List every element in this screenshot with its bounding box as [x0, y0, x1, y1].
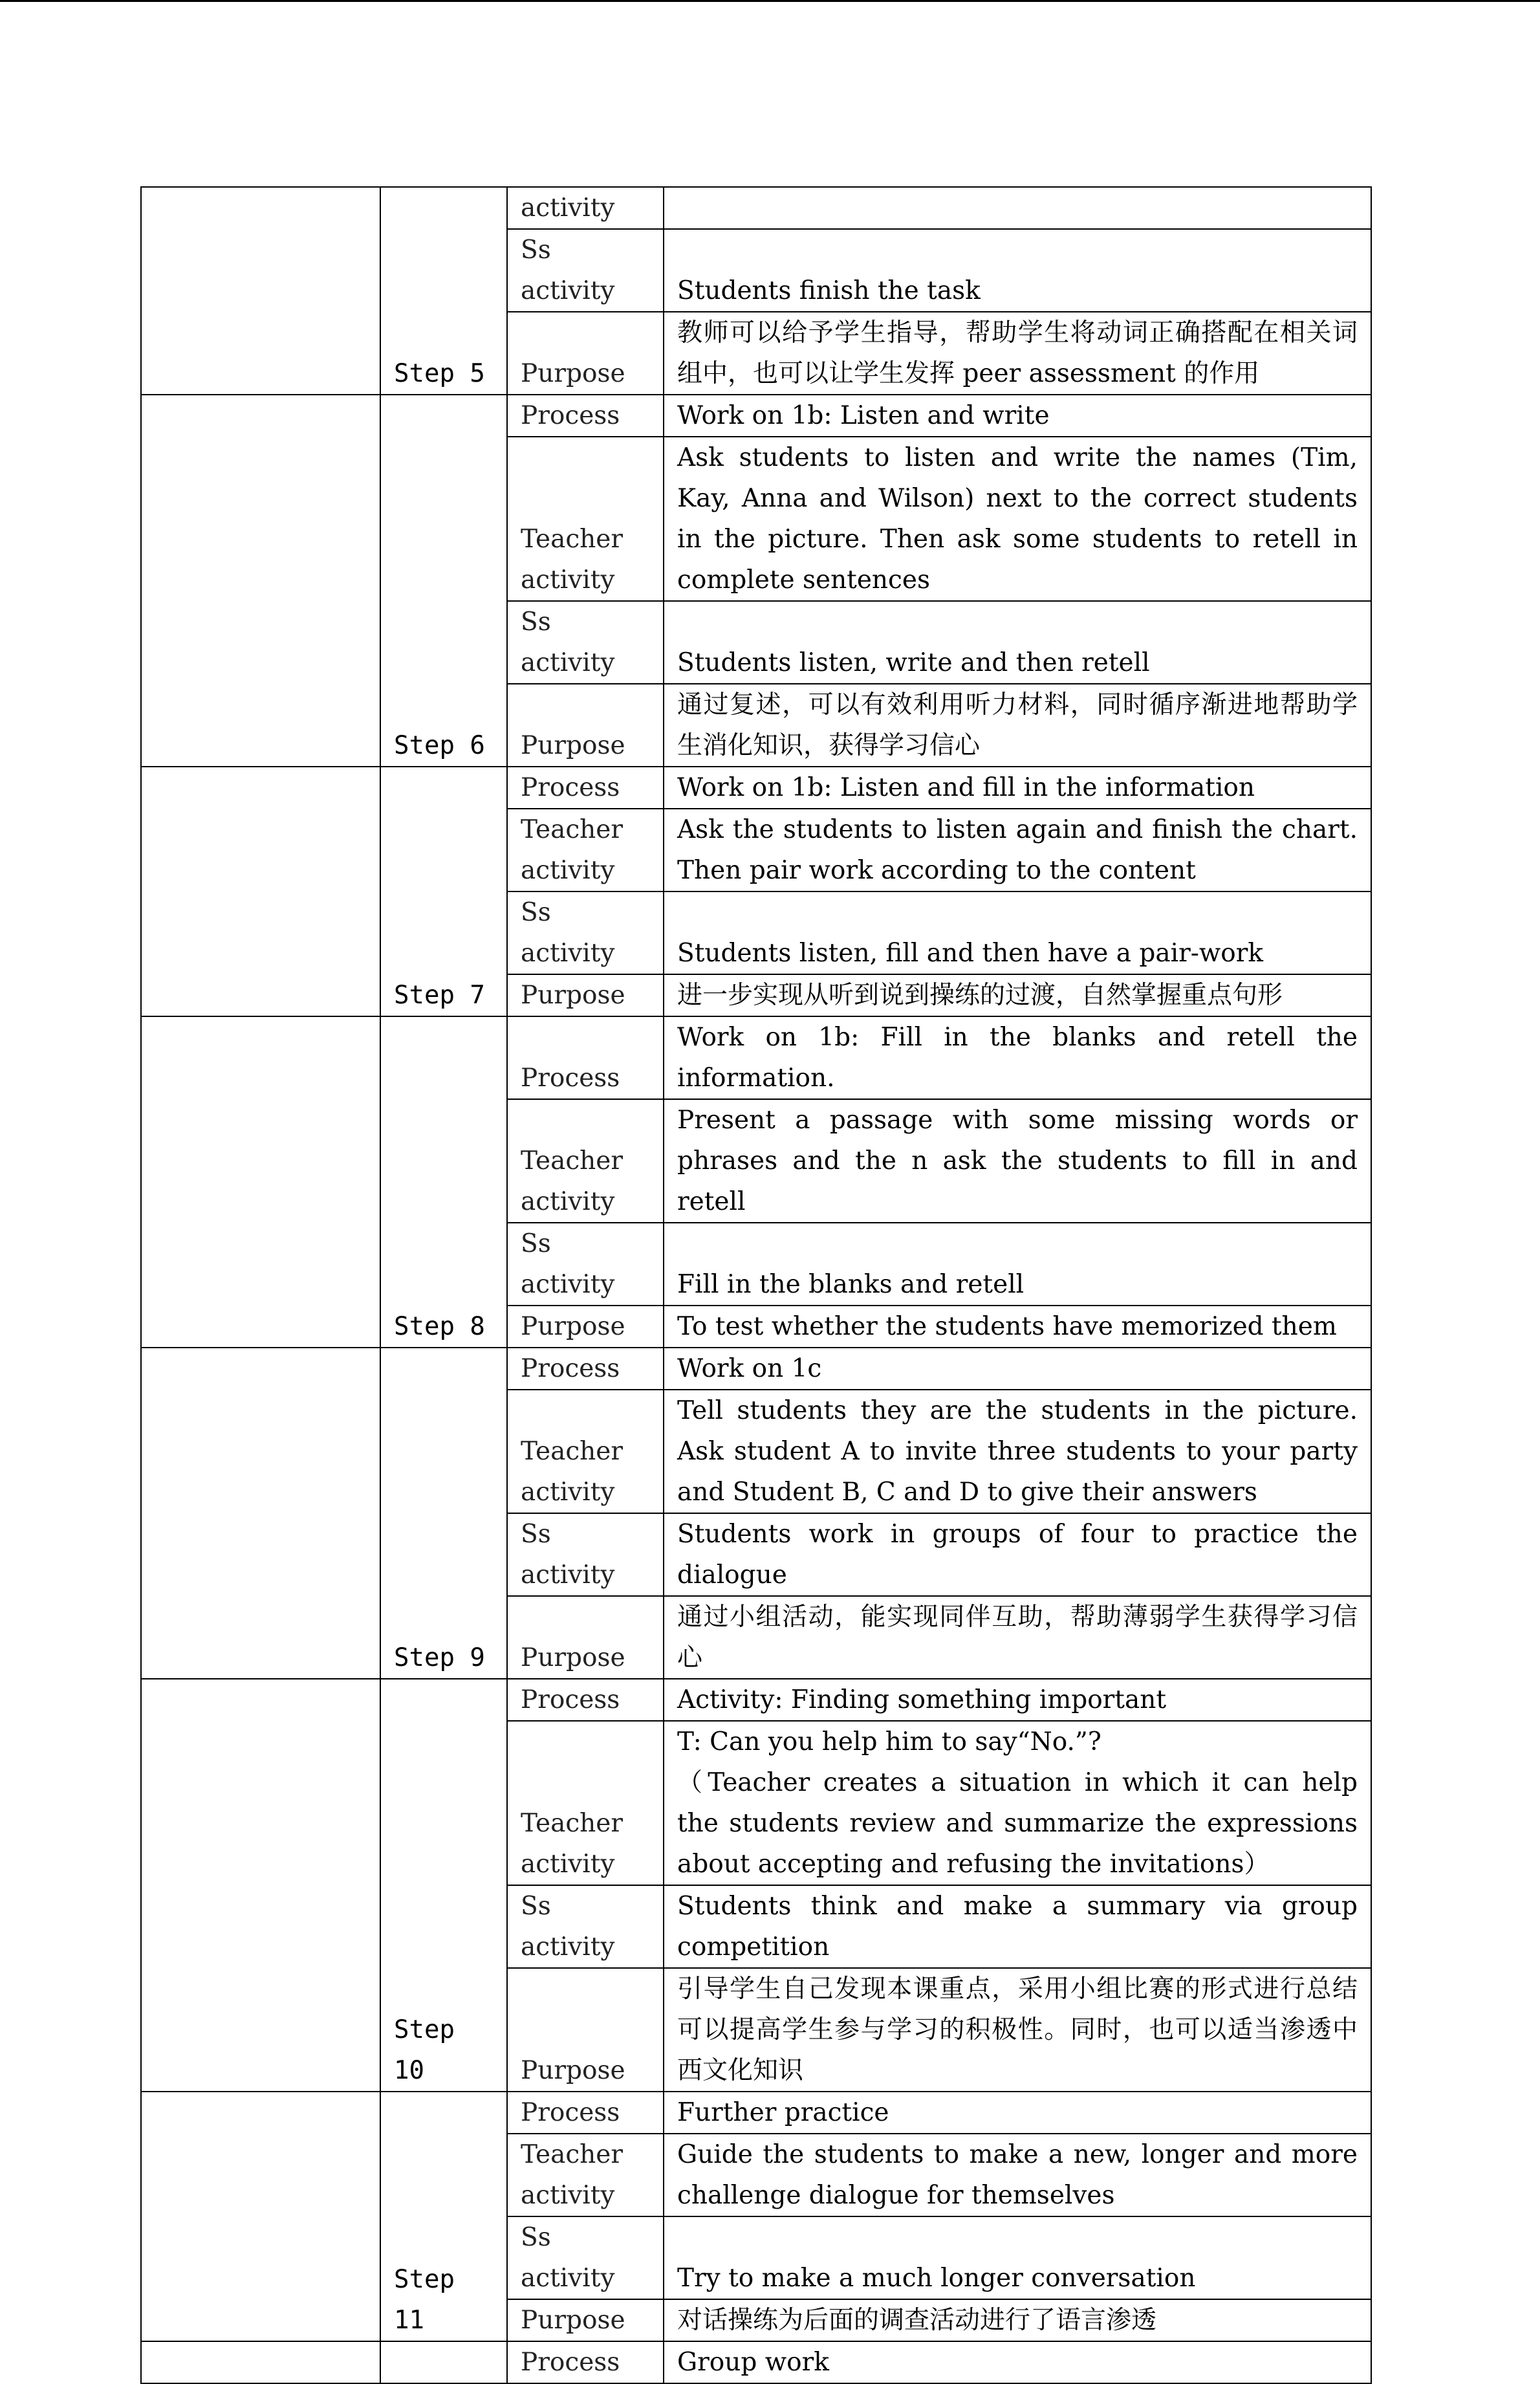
stage-cell: [141, 767, 380, 1016]
row-content: Activity: Finding something important: [664, 1679, 1371, 1721]
stage-cell: [141, 187, 380, 395]
row-content: Tell students they are the students in the picture. Ask student A to invite three students to your party and Student B, C and D to give their answers: [664, 1390, 1371, 1513]
row-label: Ss activity: [507, 1513, 664, 1596]
step-label: Step 8: [380, 1016, 507, 1348]
row-content: 进一步实现从听到说到操练的过渡，自然掌握重点句形: [664, 974, 1371, 1016]
row-label: Teacher activity: [507, 2134, 664, 2216]
table-row: [141, 187, 1371, 229]
row-label: Purpose: [507, 312, 664, 395]
row-label: Ss activity: [507, 229, 664, 312]
step-label: Step 7: [380, 767, 507, 1016]
teacher-note: （Teacher creates a situation in which it can help the students review and summarize the expressions about accepting and refusing the invitations）: [677, 1768, 1358, 1879]
step-label: Step 10: [380, 1679, 507, 2092]
row-content: 对话操练为后面的调查活动进行了语言渗透: [664, 2299, 1371, 2341]
table-row: [141, 767, 1371, 809]
row-content: 教师可以给予学生指导，帮助学生将动词正确搭配在相关词组中，也可以让学生发挥 peer assessment 的作用: [664, 312, 1371, 395]
row-label: Teacher activity: [507, 809, 664, 891]
row-content: Work on 1c: [664, 1348, 1371, 1390]
row-content: Group work: [664, 2341, 1371, 2383]
row-label: Purpose: [507, 1968, 664, 2092]
step-label: Step 9: [380, 1348, 507, 1679]
step-label: Step 6: [380, 395, 507, 767]
row-content: 引导学生自己发现本课重点，采用小组比赛的形式进行总结可以提高学生参与学习的积极性。同时，也可以适当渗透中西文化知识: [664, 1968, 1371, 2092]
row-content: [664, 1721, 1371, 1885]
row-content: Further practice: [664, 2092, 1371, 2134]
row-label: Teacher activity: [507, 437, 664, 601]
teacher-question: T: Can you help him to say“No.”?: [677, 1727, 1101, 1756]
row-label: Purpose: [507, 684, 664, 767]
row-content: Present a passage with some missing words or phrases and the n ask the students to fill in and retell: [664, 1099, 1371, 1223]
row-content: Students listen, fill and then have a pair-work: [664, 891, 1371, 974]
table-row: [141, 1348, 1371, 1390]
stage-cell: [141, 1348, 380, 1679]
row-label: Process: [507, 2092, 664, 2134]
stage-cell: [141, 2341, 380, 2383]
row-content: 通过复述，可以有效利用听力材料，同时循序渐进地帮助学生消化知识，获得学习信心: [664, 684, 1371, 767]
row-content: Work on 1b: Listen and fill in the information: [664, 767, 1371, 809]
row-label: Process: [507, 1679, 664, 1721]
row-label: Purpose: [507, 1596, 664, 1679]
row-content: Students work in groups of four to practice the dialogue: [664, 1513, 1371, 1596]
row-content: Students think and make a summary via group competition: [664, 1885, 1371, 1968]
top-border-line: [0, 0, 1540, 2]
row-label: Ss activity: [507, 2216, 664, 2299]
stage-cell: [141, 395, 380, 767]
row-content: Guide the students to make a new, longer and more challenge dialogue for themselves: [664, 2134, 1371, 2216]
row-label: Ss activity: [507, 601, 664, 684]
row-label: Process: [507, 1016, 664, 1099]
row-content: Work on 1b: Fill in the blanks and retell the information.: [664, 1016, 1371, 1099]
table-row: [141, 1016, 1371, 1099]
table-row: [141, 2092, 1371, 2134]
row-label: Ss activity: [507, 1885, 664, 1968]
row-label: Purpose: [507, 2299, 664, 2341]
row-label: Teacher activity: [507, 1390, 664, 1513]
row-label: Ss activity: [507, 891, 664, 974]
row-label: Teacher activity: [507, 1721, 664, 1885]
row-label: Process: [507, 395, 664, 437]
row-content: To test whether the students have memorized them: [664, 1306, 1371, 1348]
table-row: [141, 2341, 1371, 2383]
stage-cell: [141, 2092, 380, 2341]
row-content: Fill in the blanks and retell: [664, 1223, 1371, 1306]
step-label: Step 11: [380, 2092, 507, 2341]
stage-cell: [141, 1016, 380, 1348]
row-label: Purpose: [507, 1306, 664, 1348]
row-content: 通过小组活动，能实现同伴互助，帮助薄弱学生获得学习信心: [664, 1596, 1371, 1679]
row-content: Students listen, write and then retell: [664, 601, 1371, 684]
row-content: Students finish the task: [664, 229, 1371, 312]
row-label: activity: [507, 187, 664, 229]
row-content: [664, 187, 1371, 229]
row-label: Purpose: [507, 974, 664, 1016]
table-row: [141, 1679, 1371, 1721]
row-content: Ask students to listen and write the names (Tim, Kay, Anna and Wilson) next to the correct students in the picture. Then ask some students to retell in complete sentences: [664, 437, 1371, 601]
table-row: [141, 395, 1371, 437]
row-content: Try to make a much longer conversation: [664, 2216, 1371, 2299]
step-label: Step 5: [380, 187, 507, 395]
stage-cell: [141, 1679, 380, 2092]
row-label: Teacher activity: [507, 1099, 664, 1223]
step-label: [380, 2341, 507, 2383]
row-label: Process: [507, 2341, 664, 2383]
row-label: Process: [507, 1348, 664, 1390]
row-label: Process: [507, 767, 664, 809]
row-content: Work on 1b: Listen and write: [664, 395, 1371, 437]
lesson-plan-table: [140, 186, 1372, 2384]
row-label: Ss activity: [507, 1223, 664, 1306]
row-content: Ask the students to listen again and finish the chart. Then pair work according to the content: [664, 809, 1371, 891]
